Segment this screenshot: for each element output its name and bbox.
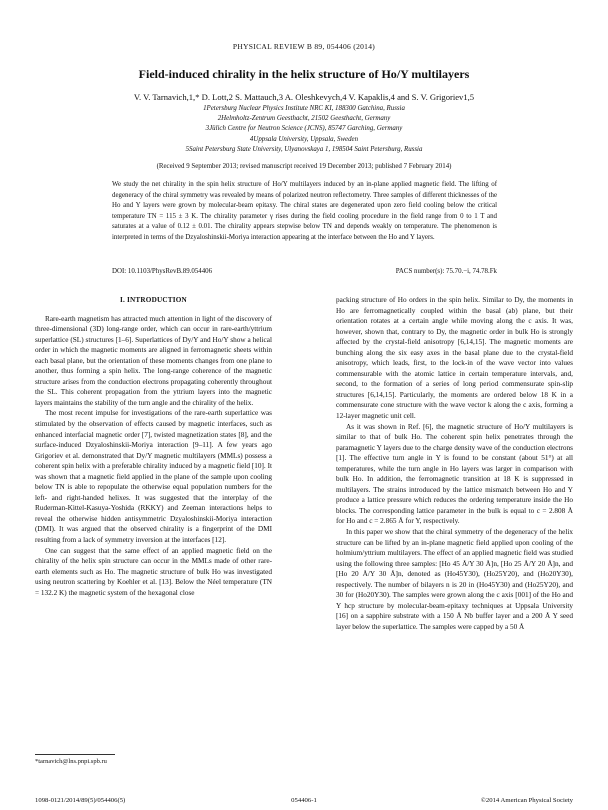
footer-copyright: ©2014 American Physical Society <box>480 797 573 804</box>
pacs-numbers: PACS number(s): 75.70.−i, 74.78.Fk <box>395 268 497 275</box>
doi-link[interactable]: DOI: 10.1103/PhysRevB.89.054406 <box>112 268 213 275</box>
paragraph: As it was shown in Ref. [6], the magnetic structure of Ho/Y multilayers is similar to that of bulk Ho. The coherent spin helix penetrates through the paramagnetic Y layers due to the charge density wave of the conduction electrons [1]. The effective turn angle in Y is found to be constant (about 51°) at all temperatures, while the turn angle in Ho layers was larger in comparison with bulk Ho. In addition, the ferromagnetic transition at 18 K is suppressed in multilayers. The strains introduced by the lattice mismatch between Ho and Y produce a lattice pressure which reduces the ordering temperature inside the Ho blocks. The corresponding lattice parameter in the bulk is equal to c = 2.808 Å for Ho and c = 2.865 Å for Y, respectively. <box>336 422 573 526</box>
footnote-rule <box>35 754 115 755</box>
paragraph: In this paper we show that the chiral symmetry of the degeneracy of the helix structure can be lifted by an in-plane magnetic field applied upon cooling of the holmium/yttrium multilayers. The effect of an applied magnetic field was studied using the following three samples: [Ho 45 Å/Y 30 Å]n, [Ho 25 Å/Y 20 Å]n, and [Ho 20 Å/Y 30 Å]n, denoted as (Ho45Y30), (Ho25Y20), and (Ho20Y30), respectively. The number of bilayers n is 20 in (Ho45Y30) and (Ho25Y20), and 30 for (Ho20Y30). The samples were grown along the c axis [001] of the Ho and Y hcp structure by molecular-beam-epitaxy techniques at Uppsala University [16] on a sapphire substrate with a 150 Å Nb buffer layer and a 200 Å Y seed layer below the superlattice. The samples were capped by a 50 Å <box>336 528 573 631</box>
right-column <box>336 295 573 633</box>
received-dates: (Received 9 September 2013; revised manuscript received 19 December 2013; published 7 February 2014) <box>156 163 452 170</box>
paragraph: One can suggest that the same effect of an applied magnetic field on the chirality of the helix spin structure can occur in the MMLs made of other rare-earth elements such as Ho. The magnetic structure of bulk Ho was investigated using neutron scattering by Koehler et al. [13]. Below the Néel temperature (TN = 132.2 K) the magnetic system of the hexagonal close <box>35 546 272 597</box>
affiliation-3: 3Jülich Centre for Neutron Science (JCNS), 85747 Garching, Germany <box>205 125 403 133</box>
footer-issn: 1098-0121/2014/89(5)/054406(5) <box>35 797 126 804</box>
abstract: We study the net chirality in the spin helix structure of Ho/Y multilayers induced by an in-plane applied magnetic field. The lifting of degeneracy of the chiral symmetry was revealed by means of polarized neutron reflectometry. Three samples of different thicknesses of the Ho and Y layers were grown by molecular-beam epitaxy. The chiral states are degenerated upon zero field cooling below the critical temperature TN = 115 ± 3 K. The chirality parameter γ rises during the field cooling procedure in the field range from 0 to 1 T and saturates at a value of 0.12 ± 0.01. The chirality appears stepwise below TN and depends weakly on temperature. The phenomenon is interpreted in terms of the Dzyaloshinskii-Moriya interaction appearing at the interface between the Ho and Y layers. <box>112 181 497 241</box>
affiliation-2: 2Helmholtz-Zentrum Geesthacht, 21502 Geesthacht, Germany <box>217 115 391 123</box>
paragraph: packing structure of Ho orders in the spin helix. Similar to Dy, the moments in Ho are ferromagnetically coupled within the basal (ab) plane, but their orientation rotates at a certain angle while moving along the c axis. It was, however, shown that, contrary to Dy, the magnetic order in bulk Ho is strongly affected by the crystal-field anisotropy [6,14,15]. The magnetic moments are bunching along the six easy axes in the basal plane due to the crystal-field anisotropy, which leads, first, to the lock-in of the wave vector into values commensurable with the atomic lattice in certain temperature intervals, and, second, to the formation of a series of long period commensurate spin-slip structures [6,14,15]. Particularly, the moments are ordered below 18 K in a commensurate cone structure with the wave vector k along the c axis, forming a 12-layer magnetic unit cell. <box>336 296 573 421</box>
left-column <box>35 295 272 598</box>
author-list: V. V. Tarnavich,1,* D. Lott,2 S. Mattauch,3 A. Oleshkevych,4 V. Kapaklis,4 and S. V. Grigoriev1,5 <box>133 92 475 102</box>
affiliation-4: 4Uppsala University, Uppsala, Sweden <box>249 135 359 143</box>
paper-title: Field-induced chirality in the helix structure of Ho/Y multilayers <box>138 67 470 81</box>
paragraph: Rare-earth magnetism has attracted much attention in light of the discovery of three-dimensional (3D) long-range order, which can occur in rare-earth/yttrium superlattice (SL) structures [1–6]. Superlattices of Dy/Y and Ho/Y show a helical order in which the magnetic moments are aligned in ferromagnetic sheets within each basal plane, but the orientation of these moments changes from one plane to another, thus forming a spin helix. The long-range coherence of the magnetic structure arises from the conduction electrons propagating coherently throughout the SL. This coherent propagation from the yttrium layers into the magnetic layers maintains the stability of the turn angle and the chirality of the helix. <box>35 314 272 407</box>
affiliation-1: 1Petersburg Nuclear Physics Institute NRC KI, 188300 Gatchina, Russia <box>203 105 405 112</box>
paragraph: The most recent impulse for investigations of the rare-earth superlattice was stimulated by the observation of effects caused by magnetic interfaces, such as enhanced interfacial magnetic order [7], twisted magnetization states [8], and the surface-induced Dzyaloshinskii-Moriya interaction [9–11]. A few years ago Grigoriev et al. demonstrated that Dy/Y magnetic multilayers (MMLs) possess a coherent spin helix with a preferable chirality induced by a magnetic field [10]. It was shown that a magnetic field applied in the plane of the sample upon cooling below TN is able to repopulate the otherwise equal population numbers for the left- and right-handed helixes. It was suggested that the interplay of the Ruderman-Kittel-Kasuya-Yoshida (RKKY) and Zeeman interactions helps to reveal the otherwise hidden antisymmetric Dzyaloshinskii-Moriya interaction (DMI). It was argued that the observed chirality is a fingerprint of the DMI resulting from a lack of symmetry inversion at the interfaces [12]. <box>35 409 272 545</box>
affiliation-5: 5Saint Petersburg State University, Ulyanovskaya 1, 198504 Saint Petersburg, Russia <box>185 145 423 153</box>
affiliations <box>0 104 608 155</box>
footnote-email[interactable]: *tarnavich@lns.pnpi.spb.ru <box>35 758 107 765</box>
footer-page-number: 054406-1 <box>291 797 317 804</box>
journal-header: PHYSICAL REVIEW B 89, 054406 (2014) <box>232 42 376 51</box>
section-heading: I. INTRODUCTION <box>120 296 187 304</box>
